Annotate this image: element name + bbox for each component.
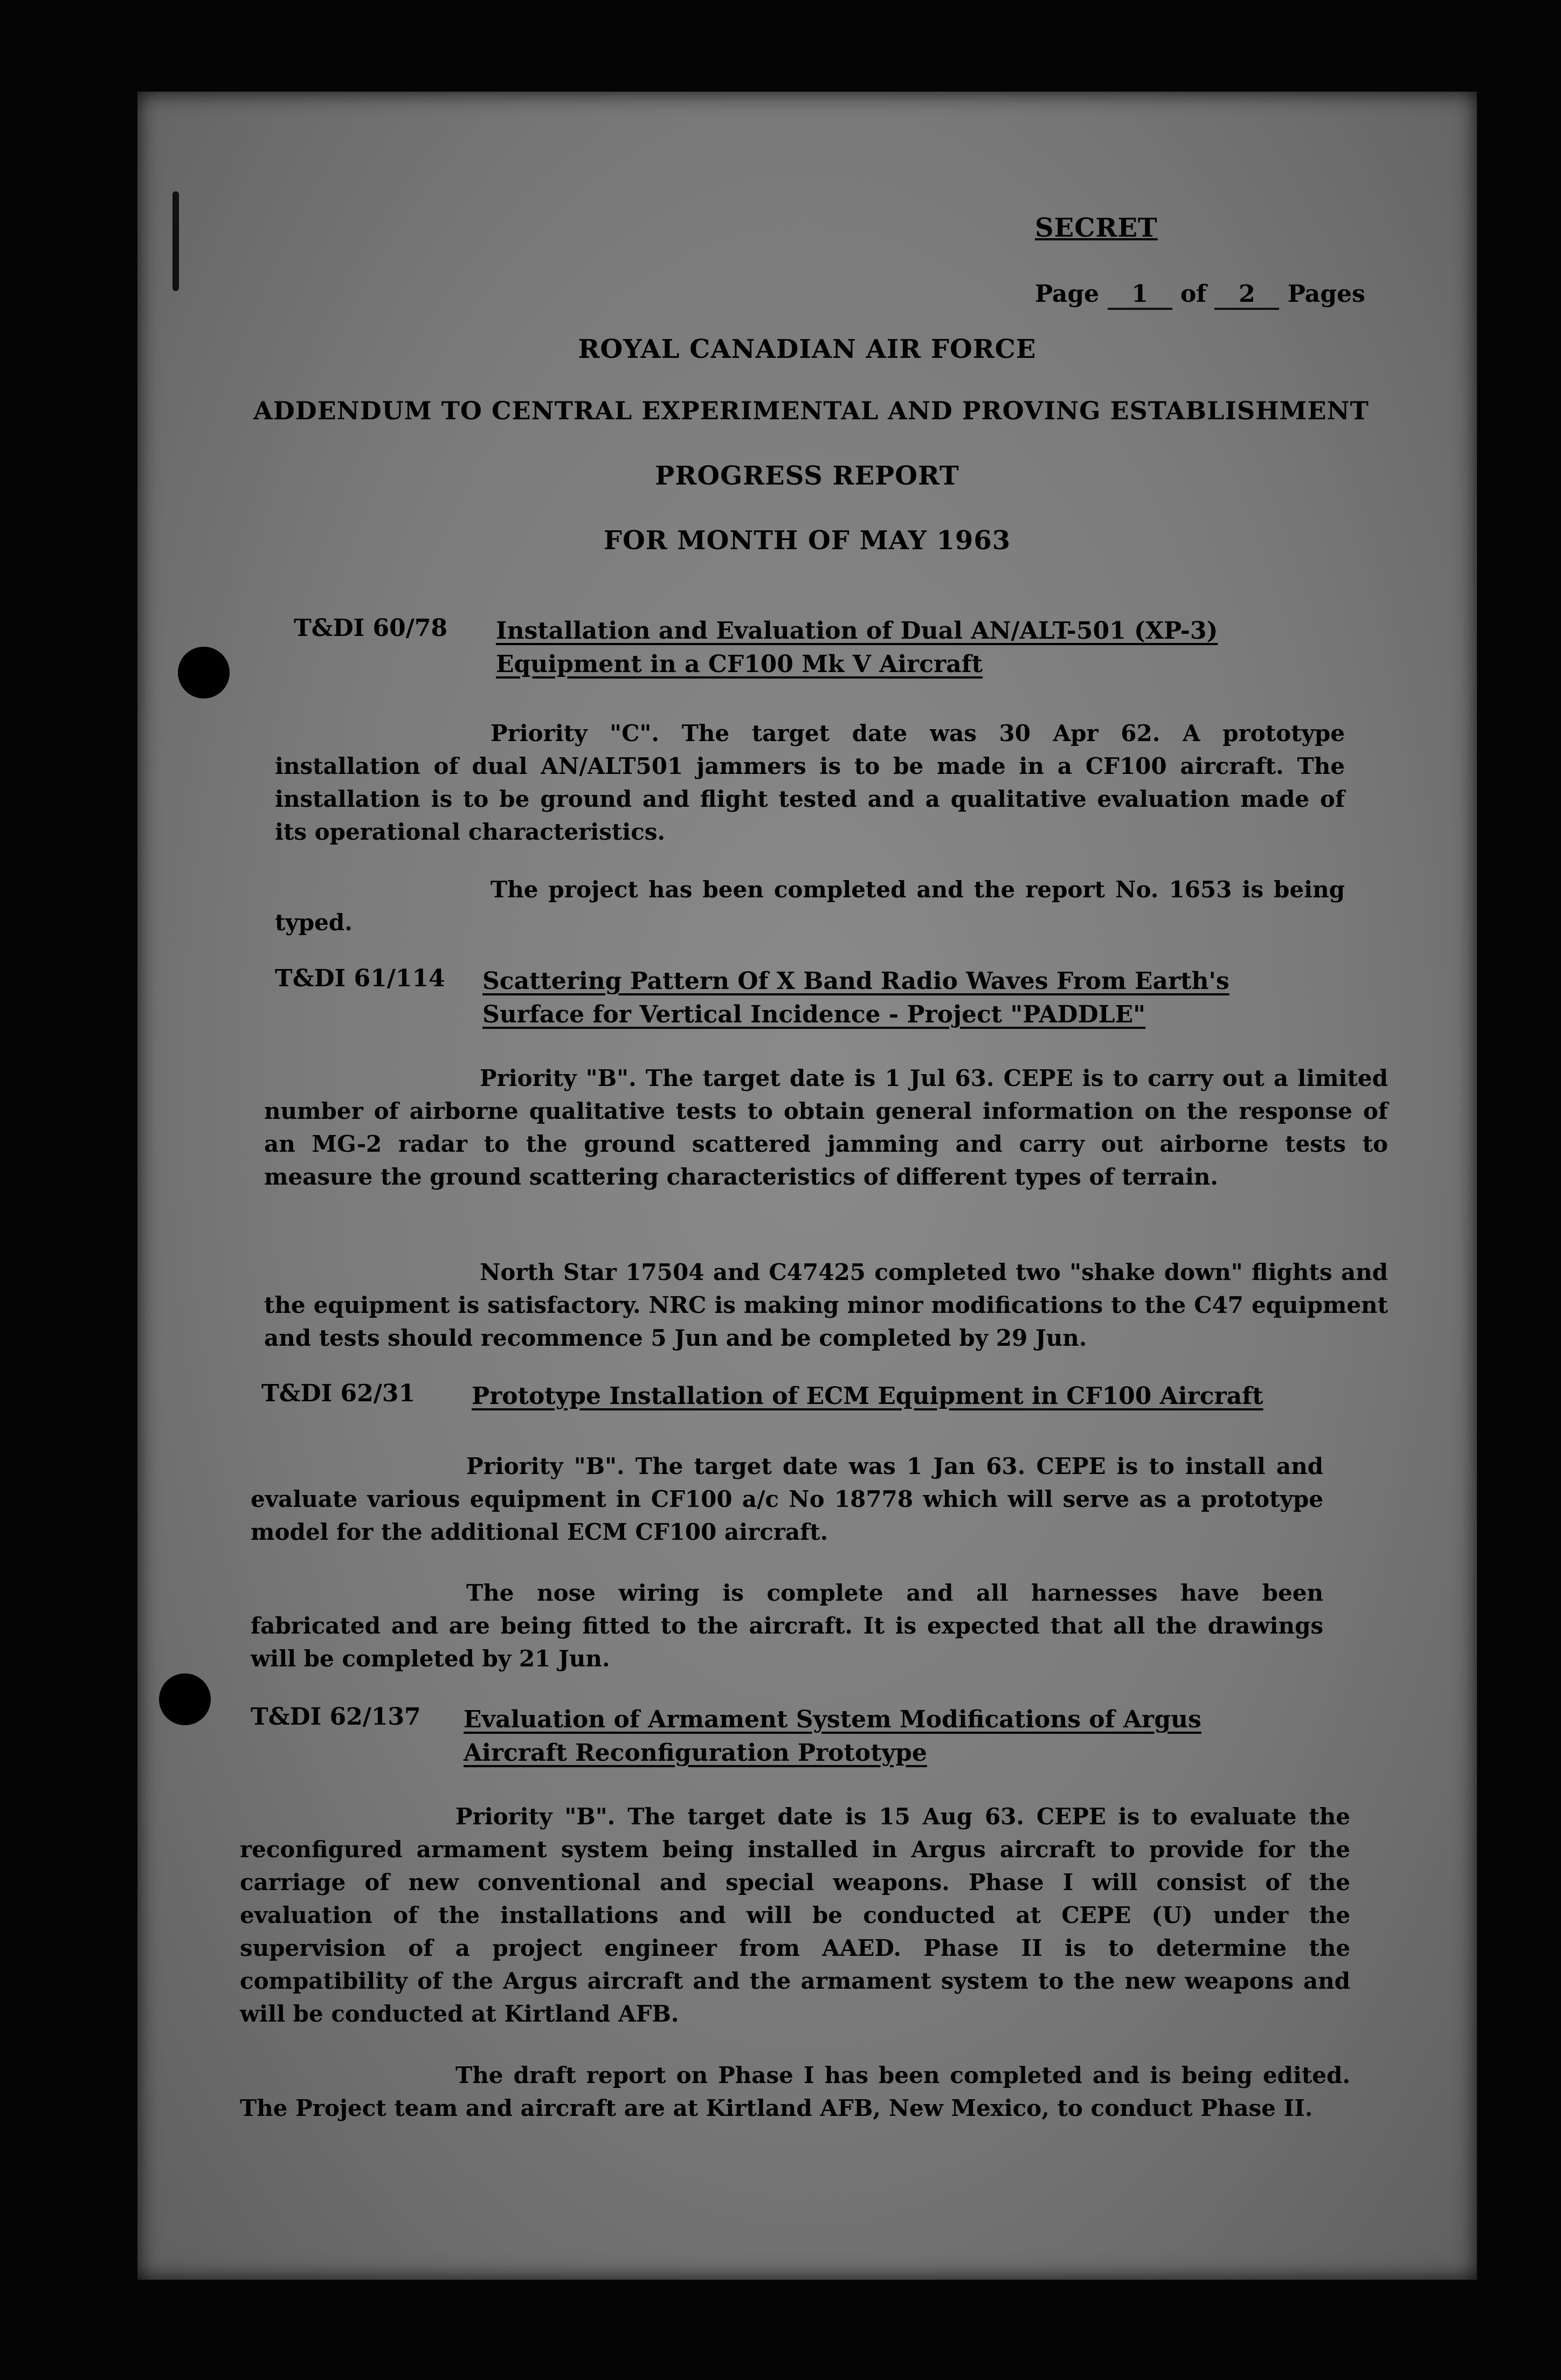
project-title-line: Equipment in a CF100 Mk V Aircraft (496, 651, 983, 678)
project-ref: T&DI 62/31 (261, 1380, 416, 1407)
page-number: 1 (1108, 280, 1172, 310)
project-title-line: Evaluation of Armament System Modifications of Argus (464, 1706, 1201, 1733)
punch-hole-top (178, 647, 230, 698)
project-paragraph: Priority "C". The target date was 30 Apr 62. A prototype installation of dual AN/ALT501 jammers is to be made in a CF100 aircraft. The installation is to be ground and flight tested and a qualitative evaluation made of its operational characteristics. (275, 720, 1345, 845)
project-title (496, 614, 1304, 681)
project-paragraph: Priority "B". The target date is 15 Aug 63. CEPE is to evaluate the reconfigured armament system being installed in Argus aircraft to provide for the carriage of new conventional and special weapons. Phase I will consist of the evaluation of the installations and will be conducted at CEPE (U) under the supervision of a project engineer from AAED. Phase II is to determine the compatibility of the Argus aircraft and the armament system to the new weapons and will be conducted at Kirtland AFB. (240, 1803, 1350, 2027)
document-title: ADDENDUM TO CENTRAL EXPERIMENTAL AND PROVING ESTABLISHMENT (253, 396, 1369, 425)
project-title (482, 965, 1323, 1032)
page-counter (1035, 280, 1365, 310)
project-title-line: Installation and Evaluation of Dual AN/ALT-501 (XP-3) (496, 617, 1218, 645)
of-label: of (1180, 280, 1207, 308)
project-title (464, 1703, 1326, 1770)
project-title-line: Scattering Pattern Of X Band Radio Waves From Earth's (482, 967, 1230, 995)
punch-hole-bottom (159, 1673, 211, 1725)
staple-mark (172, 191, 179, 291)
project-title-line: Surface for Vertical Incidence - Project "PADDLE" (482, 1001, 1146, 1028)
page-label: Page (1035, 280, 1100, 308)
project-paragraph: North Star 17504 and C47425 completed two "shake down" flights and the equipment is satisfactory. NRC is making minor modifications to the C47 equipment and tests should recommence 5 Jun and be completed by 29 Jun. (264, 1259, 1388, 1351)
total-pages: 2 (1214, 280, 1279, 310)
project-paragraph: The project has been completed and the report No. 1653 is being typed. (275, 876, 1345, 936)
project-paragraph: The nose wiring is complete and all harnesses have been fabricated and are being fitted to the aircraft. It is expected that all the drawings will be completed by 21 Jun. (251, 1580, 1323, 1672)
project-ref: T&DI 61/114 (275, 965, 445, 992)
report-type: PROGRESS REPORT (655, 461, 959, 491)
project-ref: T&DI 60/78 (294, 614, 448, 642)
classification-marking: SECRET (1035, 213, 1158, 243)
project-paragraph: The draft report on Phase I has been completed and is being edited. The Project team and aircraft are at Kirtland AFB, New Mexico, to conduct Phase II. (240, 2062, 1350, 2121)
project-ref: T&DI 62/137 (251, 1703, 421, 1731)
report-period: FOR MONTH OF MAY 1963 (603, 525, 1011, 556)
pages-label: Pages (1287, 280, 1365, 308)
org-heading: ROYAL CANADIAN AIR FORCE (578, 334, 1037, 364)
project-title-line: Aircraft Reconfiguration Prototype (464, 1739, 927, 1767)
project-title (472, 1380, 1323, 1413)
project-paragraph: Priority "B". The target date was 1 Jan 63. CEPE is to install and evaluate various equipment in CF100 a/c No 18778 which will serve as a prototype model for the additional ECM CF100 aircraft. (251, 1453, 1323, 1545)
project-title-line: Prototype Installation of ECM Equipment in CF100 Aircraft (472, 1382, 1263, 1410)
project-paragraph: Priority "B". The target date is 1 Jul 63. CEPE is to carry out a limited number of airborne qualitative tests to obtain general information on the response of an MG-2 radar to the ground scattered jamming and carry out airborne tests to measure the ground scattering characteristics of different types of terrain. (264, 1065, 1388, 1190)
